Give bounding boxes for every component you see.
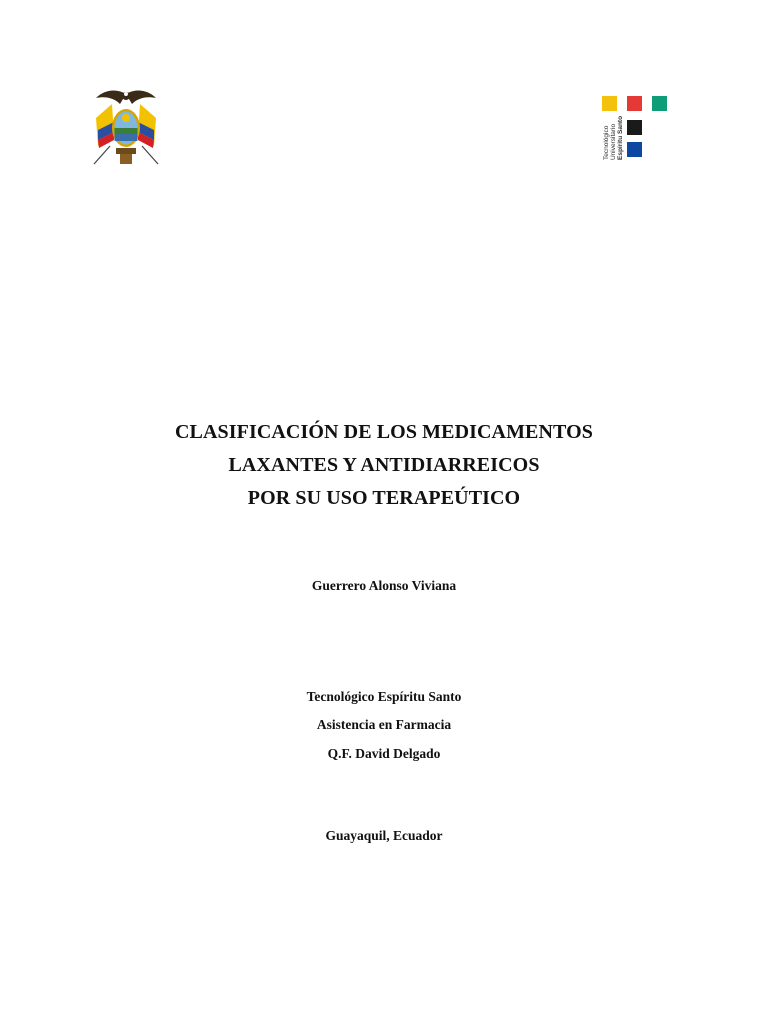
location: Guayaquil, Ecuador xyxy=(325,828,443,843)
program-name: Asistencia en Farmacia xyxy=(316,717,452,732)
logo-text-line3: Espíritu Santo xyxy=(617,115,624,160)
ecuador-coat-of-arms-icon xyxy=(90,84,162,168)
logo-text-line2: Universitario xyxy=(610,123,617,160)
tecnologico-espiritu-santo-logo-icon xyxy=(596,92,672,164)
title-line-1: CLASIFICACIÓN DE LOS MEDICAMENTOS xyxy=(175,421,593,443)
institution-name: Tecnológico Espíritu Santo xyxy=(306,689,462,704)
title-line-2: LAXANTES Y ANTIDIARREICOS xyxy=(228,454,540,476)
advisor-name: Q.F. David Delgado xyxy=(327,746,441,761)
document-title xyxy=(0,416,768,515)
author-name: Guerrero Alonso Viviana xyxy=(311,578,457,593)
logo-text-line1: Tecnológico xyxy=(603,125,610,160)
title-line-3: POR SU USO TERAPEÚTICO xyxy=(247,487,521,509)
